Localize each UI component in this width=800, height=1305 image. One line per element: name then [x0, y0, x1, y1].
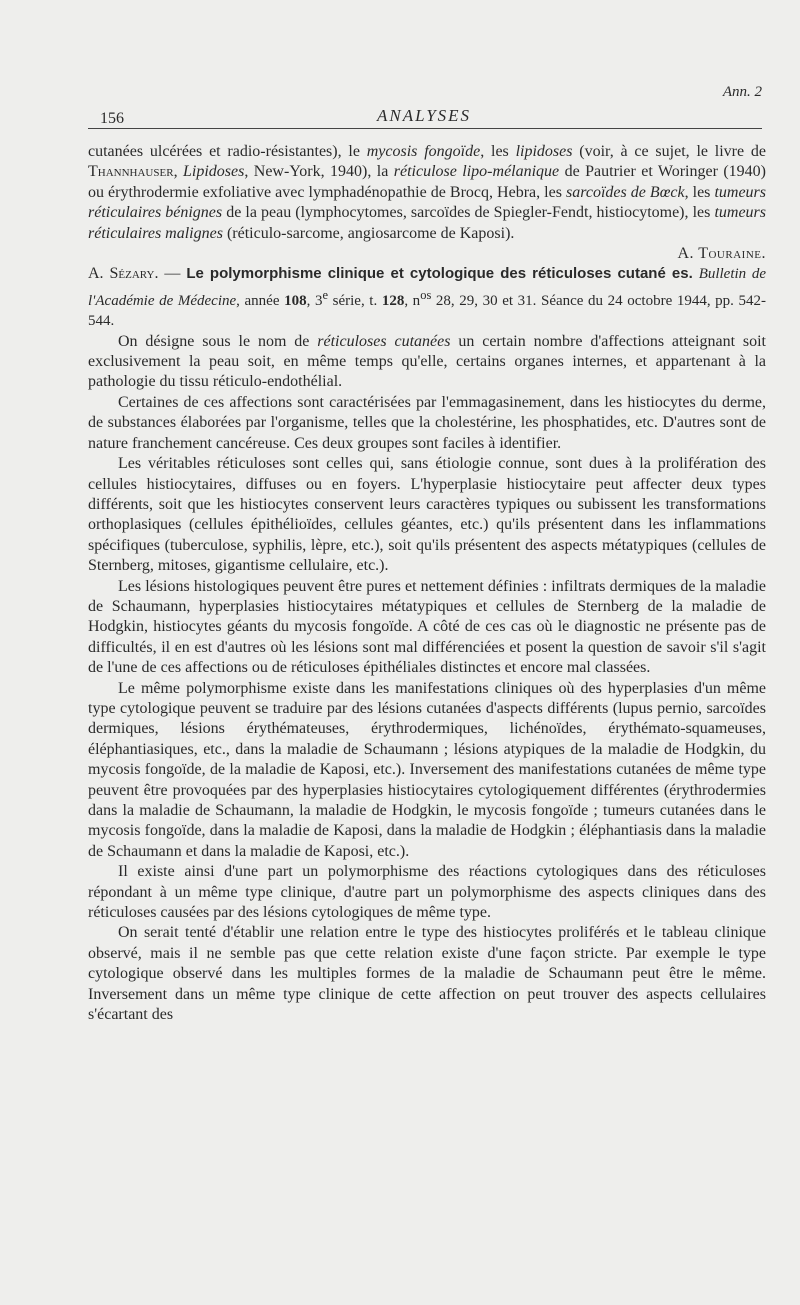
page-body: [88, 142, 766, 1025]
paragraph-3: Les véritables réticuloses sont celles qui, sans étiologie connue, sont dues à la prolifération des cellules histiocytaires, diffuses ou en foyers. L'hyperplasie histiocytaire peut affecter deux types différents, soit que les histiocytes conservent leurs caractères typiques ou subissent les transformations orthoplasiques (cellules épithélioïdes, cellules géantes, etc.) qu'ils présentent dans les inflammations spécifiques (tuberculose, syphilis, lèpre, etc.), soit qu'ils présentent des aspects métatypiques (cellules de Sternberg, mitoses, gigantisme cellulaire, etc.).: [88, 455, 766, 575]
paragraph-4: Les lésions histologiques peuvent être pures et nettement définies : infiltrats dermiques de la maladie de Schaumann, hyperplasies histiocytaires métatypiques et cellules de Sternberg de la maladie de Hodgkin, histiocytes géants du mycosis fongoïde. A côté de ces cas où le diagnostic ne présente pas de difficultés, il en est d'autres où les lésions sont mal différenciées et posent la question de savoir s'il s'agit de l'une de ces affections ou de réticuloses épithéliales distinctes et encore mal classées.: [88, 577, 766, 677]
review-signature: A. Touraine.: [677, 245, 766, 263]
citation: Bulletin de l'Académie de Médecine, année 108, 3e série, t. 128, $n^{os}$ 28, 29, 30 et 31. Séance du 24 octobre 1944, pp. 542-544.: [88, 266, 767, 330]
running-title: ANALYSES: [376, 106, 472, 125]
previous-review-text: cutanées ulcérées et radio-résistantes), le mycosis fongoïde, les lipidoses (voir, à ce sujet, le livre de Thannhauser, Lipidoses, New-York, 1940), la réticulose lipo-mélanique de Pautrier et Woringer (1940) ou érythrodermie exfoliative avec lymphadénopathie de Brocq, Hebra, les sarcoïdes de Bœck, les tumeurs réticulaires bénignes de la peau (lymphocytomes, sarcoïdes de Spiegler-Fendt, histiocytome), les tumeurs réticulaires malignes (réticulo-sarcome, angiosarcome de Kaposi).: [88, 143, 767, 242]
paragraph-6: Il existe ainsi d'une part un polymorphisme des réactions cytologiques dans des réticuloses répondant à un même type clinique, d'autre part un polymorphisme des aspects cliniques dans des réticuloses causées par des lésions cytologiques de même type.: [88, 863, 766, 922]
paragraph-1: On désigne sous le nom de réticuloses cutanées un certain nombre d'affections atteignant soit exclusivement la peau soit, en même temps qu'elle, certains organes internes, et appartenant à la pathologie du tissu réticulo-endothélial.: [88, 332, 767, 391]
cited-author: Thannhauser: [88, 163, 174, 181]
paragraph-2: Certaines de ces affections sont caractérisées par l'emmagasinement, dans les histiocytes du derme, de substances élaborées par l'organisme, telles que la cholestérine, les phosphatides, etc. D'autres sont de nature franchement cancéreuse. Ces deux groupes sont faciles à identifier.: [88, 393, 766, 452]
page-number: 156: [100, 110, 124, 127]
bibliographic-entry: A. Sézary. — Le polymorphisme clinique et cytologique des réticuloses cutané es. Bulletin de l'Académie de Médecine, année 108, 3e série, t. 128, $n^{os}$ 28, 29, 30 et 31. Séance du 24 octobre 1944, pp. 542-544.: [88, 265, 767, 330]
volume-mark: Ann. 2: [722, 84, 762, 100]
running-head: [86, 80, 762, 127]
article-title: Le polymorphisme clinique et cytologique des réticuloses cutané es.: [186, 265, 693, 283]
header-rule: [88, 128, 762, 129]
paragraph-5: Le même polymorphisme existe dans les manifestations cliniques où des hyperplasies d'un même type cytologique peuvent se traduire par des lésions cutanées d'aspects différents (lupus pernio, sarcoïdes dermiques, lésions érythémateuses, érythrodermiques, lichénoïdes, érythémato-squameuses, éléphantiasiques, etc., dans la maladie de Schaumann ; lésions atypiques de la maladie de Hodgkin, du mycosis fongoïde, de la maladie de Kaposi, etc.). Inversement des manifestations cutanées de même type peuvent être provoquées par des hyperplasies histiocytaires cytologiquement différentes (érythrodermies dans la maladie de Schaumann, la maladie de Hodgkin, le mycosis fongoïde ; tumeurs cutanées dans le mycosis fongoïde, dans la maladie de Kaposi, dans la maladie de Hodgkin ; éléphantiasis dans la maladie de Schaumann et dans la maladie de Kaposi, etc.).: [88, 679, 766, 860]
entry-author: A. Sézary.: [88, 265, 159, 283]
paragraph-7: On serait tenté d'établir une relation entre le type des histiocytes proliférés et le tableau clinique observé, mais il ne semble pas que cette relation existe d'une façon stricte. Par exemple le type cytologique observé dans les multiples formes de la maladie de Schaumann peut être le même. Inversement dans un même type clinique de cette affection on peut trouver des aspects cellulaires s'écartant des: [88, 924, 766, 1024]
